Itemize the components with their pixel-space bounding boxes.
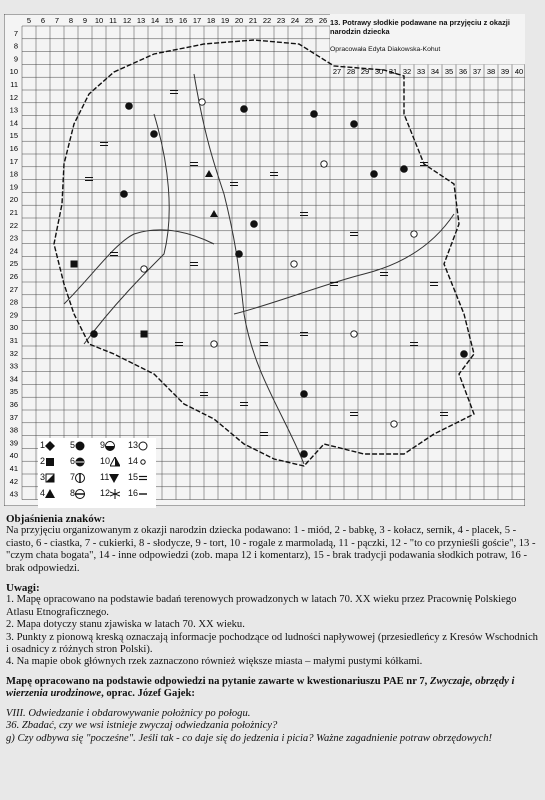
legend-item-number: 1: [40, 440, 46, 450]
row-label: 20: [9, 195, 18, 205]
row-label: 27: [9, 284, 18, 294]
note-item: 2. Mapa dotyczy stanu zjawiska w latach 70. XX wieku.: [6, 619, 245, 631]
map-point-square: [71, 261, 78, 268]
map-point-open-circle: [321, 161, 327, 167]
legend-item-number: 11: [100, 472, 110, 482]
circle-icon: [75, 441, 85, 451]
row-label: 17: [9, 156, 18, 166]
note-item: 3. Punkty z pionową kreską oznaczają informacje pochodzące od ludności napływowej (przesiedleńcy z Kresów Wschodnich i osadnicy z różnych stron Polski).: [6, 631, 538, 656]
questionnaire-line: g) Czy odbywa się "pocześne". Jeśli tak - co daje się do jedzenia i picia? Ważne zagadnienie potraw obrzędowych!: [6, 732, 493, 744]
row-label: 16: [9, 144, 18, 153]
legend-item: [128, 488, 148, 499]
row-label: 34: [9, 374, 18, 384]
map-title: 13. Potrawy słodkie podawane na przyjęciu z okazji narodzin dziecka: [330, 18, 510, 36]
column-label-top: 25: [304, 16, 314, 25]
map-point-circle: [370, 170, 378, 178]
column-label-top: 8: [68, 16, 74, 25]
note-item: 1. Mapę opracowano na podstawie badań terenowych prowadzonych w latach 70. XX wieku przez Pracownię Polskiego Atlasu Etnograficznego.: [6, 594, 517, 618]
column-label-top: 21: [248, 16, 258, 25]
column-label-right: 35: [444, 67, 454, 77]
map-point-open-circle: [141, 266, 147, 272]
notes-heading: Uwagi:: [6, 582, 40, 595]
open-circle-icon: [138, 441, 148, 451]
note-item: 4. Na mapie obok głównych rzek zaznaczono również większe miasta – małymi pustymi kółkami.: [6, 656, 423, 668]
column-label-top: 18: [206, 16, 216, 25]
row-label: 14: [9, 118, 18, 128]
asterisk-icon: [110, 489, 120, 499]
legend-item-number: 10: [100, 456, 111, 466]
column-label-top: 23: [276, 16, 286, 25]
map-point-circle: [300, 450, 308, 458]
row-label: 8: [13, 41, 18, 51]
row-label: 42: [9, 476, 18, 486]
column-label-right: 34: [430, 67, 440, 77]
legend-item: [100, 472, 119, 483]
legend-item-number: 3: [40, 472, 46, 482]
legend-item: [70, 488, 85, 499]
legend-item-number: 13: [128, 440, 139, 450]
row-label: 9: [13, 54, 18, 64]
row-label: 24: [9, 246, 18, 256]
column-label-top: 9: [82, 16, 88, 25]
square-icon: [45, 457, 55, 467]
column-label-top: 11: [109, 16, 117, 25]
map-canvas: [4, 14, 525, 506]
column-label-right: 28: [346, 67, 356, 77]
circle-bar-icon: [75, 457, 85, 467]
description-area: [6, 513, 538, 745]
map-point-circle: [120, 190, 128, 198]
row-label: 37: [9, 412, 18, 422]
legend-item: [128, 440, 148, 451]
map-point-open-circle: [211, 341, 217, 347]
row-label: 39: [9, 438, 18, 448]
half-square-icon: [45, 473, 55, 483]
half-triangle-icon: [110, 457, 120, 467]
row-label: 32: [9, 348, 18, 358]
row-label: 35: [9, 387, 18, 397]
map-point-open-circle: [291, 261, 297, 267]
column-label-right: 37: [472, 67, 482, 77]
column-label-top: 22: [262, 16, 272, 25]
legend-item-number: 9: [100, 440, 106, 450]
column-label-right: 39: [500, 67, 510, 77]
legend-item-number: 2: [40, 456, 46, 466]
column-label-right: 33: [416, 67, 426, 77]
column-label-top: 6: [40, 16, 46, 25]
map-point-circle: [250, 220, 258, 228]
legend-item: [40, 456, 55, 467]
legend-item: [128, 472, 148, 483]
row-label: 7: [13, 28, 18, 38]
explanations-heading: Objaśnienia znaków:: [6, 513, 106, 525]
column-label-top: 12: [122, 16, 132, 25]
column-label-right: 36: [458, 67, 468, 77]
questionnaire-line: 36. Zbadać, czy we wsi istnieje zwyczaj odwiedzania położnicy?: [6, 720, 278, 732]
map-author: Opracowała Edyta Diakowska-Kohut: [330, 46, 441, 53]
legend-item-number: 4: [40, 488, 46, 498]
map-point-circle: [150, 130, 158, 138]
legend-item-number: 15: [128, 472, 139, 482]
row-label: 38: [9, 425, 18, 435]
column-label-top: 24: [290, 16, 300, 25]
legend-item-number: 16: [128, 488, 139, 498]
questionnaire-line: VIII. Odwiedzanie i obdarowywanie położnicy po połogu.: [6, 707, 251, 719]
row-label: 10: [9, 67, 18, 77]
map-legend: [38, 438, 156, 508]
map-point-open-circle: [199, 99, 205, 105]
map-point-circle: [300, 390, 308, 398]
legend-item: [100, 456, 120, 467]
legend-item: [70, 440, 85, 451]
map-point-open-circle: [351, 331, 357, 337]
row-label: 12: [9, 92, 18, 102]
column-label-right: 38: [486, 67, 496, 77]
legend-item: [70, 456, 85, 467]
row-label: 28: [9, 297, 18, 307]
row-label: 26: [9, 272, 18, 281]
triangle-icon: [45, 489, 55, 499]
row-label: 23: [9, 233, 18, 243]
map-point-circle: [235, 250, 243, 258]
map-panel: [4, 14, 525, 506]
column-label-top: 5: [26, 16, 32, 25]
source-lead: Mapę opracowano na podstawie odpowiedzi na pytanie zawarte w kwestionariuszu PAE nr 7,: [6, 675, 430, 687]
small-circle-icon: [138, 457, 148, 467]
column-label-right: 29: [360, 67, 370, 77]
legend-item: [128, 456, 148, 467]
column-label-right: 30: [374, 67, 384, 77]
row-label: 40: [9, 451, 18, 461]
map-point-circle: [310, 110, 318, 118]
legend-item-number: 12: [100, 488, 111, 498]
circle-vbar-icon: [75, 473, 85, 483]
column-label-right: 40: [514, 67, 524, 77]
map-point-open-circle: [391, 421, 397, 427]
row-label: 36: [9, 400, 18, 409]
row-label: 41: [9, 464, 18, 473]
legend-item: [40, 488, 55, 499]
row-label: 13: [9, 105, 18, 115]
row-label: 21: [9, 208, 18, 217]
row-label: 29: [9, 310, 18, 320]
legend-item-number: 8: [70, 488, 76, 498]
map-point-circle: [400, 165, 408, 173]
column-label-right: 32: [402, 67, 412, 77]
column-label-top: 10: [94, 16, 104, 25]
row-label: 18: [9, 169, 18, 179]
row-label: 43: [9, 489, 18, 499]
row-label: 11: [10, 80, 18, 89]
legend-item-number: 6: [70, 456, 76, 466]
legend-item: [40, 472, 55, 483]
column-label-top: 20: [234, 16, 244, 25]
row-label: 30: [9, 323, 18, 333]
circle-hbar-icon: [75, 489, 85, 499]
legend-item: [40, 440, 55, 451]
map-point-circle: [460, 350, 468, 358]
source-tail: , oprac. Józef Gajek:: [101, 688, 195, 700]
column-label-top: 16: [178, 16, 188, 25]
map-title-box: [330, 18, 520, 53]
row-label: 22: [9, 220, 18, 230]
column-label-top: 7: [54, 16, 60, 25]
column-label-right: 27: [332, 67, 342, 77]
legend-item: [100, 440, 115, 451]
equals-icon: [138, 473, 148, 483]
down-triangle-icon: [109, 473, 119, 483]
row-label: 25: [9, 259, 18, 269]
legend-item-number: 5: [70, 440, 76, 450]
legend-item: [100, 488, 120, 499]
map-point-circle: [240, 105, 248, 113]
map-point-circle: [90, 330, 98, 338]
column-label-top: 17: [192, 16, 202, 25]
map-point-square: [141, 331, 148, 338]
row-label: 19: [9, 182, 18, 192]
map-point-circle: [350, 120, 358, 128]
column-label-top: 15: [164, 16, 174, 25]
explanations-text: Na przyjęciu organizowanym z okazji narodzin dziecka podawano: 1 - miód, 2 - babkę, 3 - kołacz, sernik, 4 - placek, 5 - ciasto, 6 - ciastka, 7 - cukierki, 8 - słodycze, 9 - tort, 10 - rogale z marmoladą, 11 - pączki, 12 - "to co przynieśli goście", 13 - "czym chata bogata", 14 - inne odpowiedzi (zob. mapa 12 i komentarz), 15 - brak tradycji podawania słodkich potraw, 16 - brak odpowiedzi.: [6, 525, 536, 574]
column-label-top: 19: [220, 16, 230, 25]
column-label-top: 26: [318, 16, 328, 25]
row-label: 31: [9, 336, 18, 345]
map-point-open-circle: [411, 231, 417, 237]
dash-icon: [138, 489, 148, 499]
half-circle-icon: [105, 441, 115, 451]
source-paragraph: [6, 676, 538, 701]
column-label-right: 31: [388, 67, 398, 77]
source-italic: Zwyczaje, obrzędy i wierzenia urodzinowe: [6, 675, 515, 700]
row-label: 15: [9, 131, 18, 141]
diamond-icon: [45, 441, 55, 451]
legend-item-number: 7: [70, 472, 76, 482]
map-point-circle: [125, 102, 133, 110]
column-label-top: 13: [136, 16, 146, 25]
row-label: 33: [9, 361, 18, 371]
legend-item: [70, 472, 85, 483]
column-label-top: 14: [150, 16, 160, 25]
legend-item-number: 14: [128, 456, 139, 466]
